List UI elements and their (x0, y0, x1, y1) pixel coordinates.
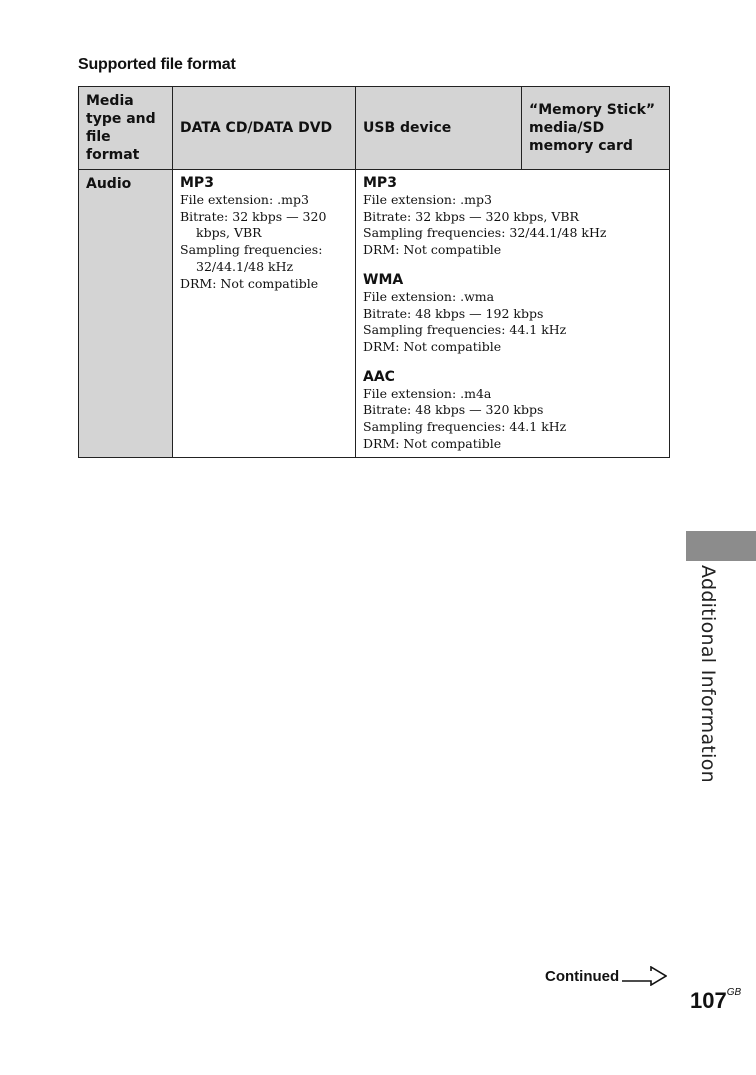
spec-line: File extension: .wma (363, 288, 495, 304)
spec-line: Bitrate: 48 kbps — 320 kbps (363, 402, 544, 418)
format-name: WMA (363, 271, 404, 288)
cell-usb-and-memory-card (356, 170, 670, 458)
arrow-right-icon (621, 966, 667, 986)
row-label-audio: Audio (79, 170, 173, 458)
table-header-row (79, 87, 670, 170)
spec-line: File extension: .mp3 (363, 192, 492, 207)
format-block-wma (363, 272, 662, 356)
format-block-mp3 (363, 175, 662, 259)
format-name: MP3 (363, 175, 397, 191)
continued-indicator (545, 966, 667, 986)
spec-line: Bitrate: 32 kbps — 320 kbps, VBR (180, 208, 327, 241)
spec-line: Sampling frequencies: 44.1 kHz (363, 322, 567, 338)
page-number-value: 107 (690, 988, 727, 1013)
spec-line: Bitrate: 32 kbps — 320 kbps, VBR (363, 208, 579, 224)
spec-line: Bitrate: 48 kbps — 192 kbps (363, 305, 544, 321)
format-block-aac (363, 369, 662, 453)
header-media-type: Media type and file format (79, 87, 173, 170)
section-tab-marker (686, 531, 756, 561)
supported-format-table (78, 86, 670, 458)
spec-line: DRM: Not compatible (363, 242, 502, 258)
spec-line: Sampling frequencies: 32/44.1/48 kHz (180, 242, 323, 274)
spec-line: DRM: Not compatible (363, 338, 502, 354)
header-memory-stick: “Memory Stick” media/SD memory card (522, 87, 670, 170)
spec-line: File extension: .m4a (363, 385, 492, 401)
continued-label: Continued (545, 967, 620, 985)
header-usb-device: USB device (356, 87, 522, 170)
cell-data-cd-dvd (173, 170, 356, 458)
page-number-suffix: GB (726, 987, 742, 998)
format-name: MP3 (180, 175, 214, 191)
page-number (690, 988, 741, 1014)
header-data-cd-dvd: DATA CD/DATA DVD (173, 87, 356, 170)
section-title: Supported file format (78, 56, 236, 73)
format-name: AAC (363, 368, 395, 385)
spec-line: Sampling frequencies: 32/44.1/48 kHz (363, 225, 607, 241)
format-block-mp3 (180, 175, 348, 292)
side-section-label: Additional Information (697, 565, 719, 784)
spec-line: DRM: Not compatible (180, 275, 319, 291)
table-row-audio (79, 170, 670, 458)
spec-line: File extension: .mp3 (180, 192, 309, 207)
spec-line: DRM: Not compatible (363, 435, 502, 451)
spec-line: Sampling frequencies: 44.1 kHz (363, 419, 567, 435)
